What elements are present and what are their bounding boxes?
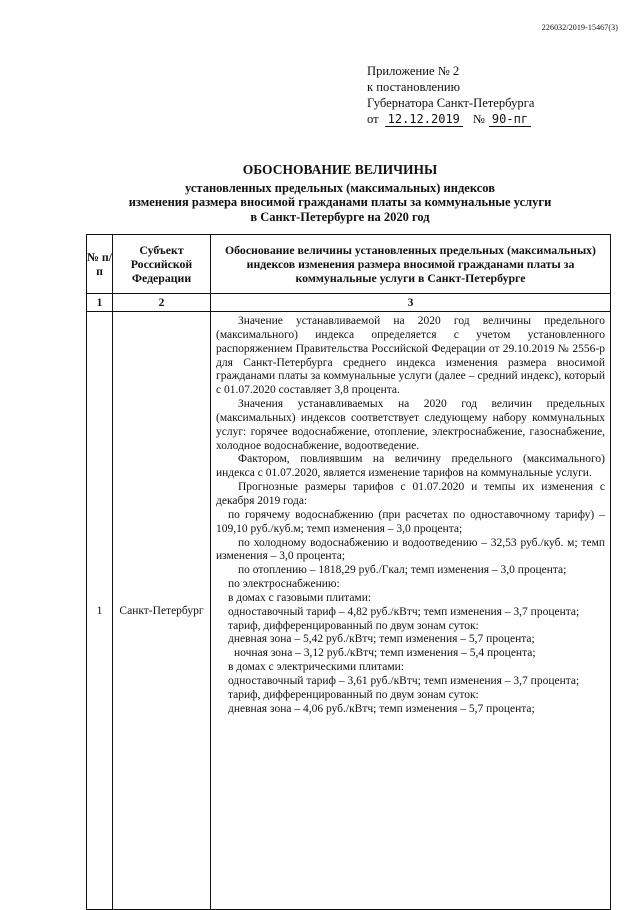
col-number-2: 2 (113, 294, 211, 312)
appendix-date-line (367, 111, 534, 127)
paragraph: Фактором, повлиявшим на величину предельного (максимального) индекса с 01.07.2020, является изменение тарифов на коммунальные услуги. (216, 453, 605, 480)
col-number-1: 1 (87, 294, 113, 312)
paragraph: Прогнозные размеры тарифов с 01.07.2020 и темпы их изменения с декабря 2019 года: (216, 481, 605, 507)
paragraph: Значения устанавливаемых на 2020 год величин предельных (максимальных) индексов соответствует следующему набору коммунальных услуг: горячее водоснабжение, отопление, электроснабжение, газоснабжение, холодное водоснабжение, водоотведение. (216, 398, 605, 452)
paragraph: по горячему водоснабжению (при расчетах по одноставочному тарифу) – 109,10 руб./куб.м; темп изменения – 3,0 процента; (216, 508, 605, 535)
paragraph: тариф, дифференцированный по двум зонам суток: (228, 688, 479, 701)
paragraph: по отоплению – 1818,29 руб./Гкал; темп изменения – 3,0 процента; (238, 564, 567, 577)
paragraph: одноставочный тариф – 3,61 руб./кВтч; темп изменения – 3,7 процента; (228, 674, 580, 687)
paragraph: дневная зона – 5,42 руб./кВтч; темп изменения – 5,7 процента; (228, 633, 535, 646)
title-line-3: изменения размера вносимой гражданами платы за коммунальные услуги (128, 195, 552, 209)
col-number-3: 3 (211, 294, 611, 312)
paragraph: дневная зона – 4,06 руб./кВтч; темп изменения – 5,7 процента; (228, 702, 535, 715)
appendix-block (367, 63, 534, 127)
paragraph: ночная зона – 3,12 руб./кВтч; темп изменения – 5,4 процента; (234, 647, 536, 660)
resolution-number: 90-пг (489, 113, 531, 127)
row-justification (211, 312, 611, 910)
paragraph: одноставочный тариф – 4,82 руб./кВтч; темп изменения – 3,7 процента; (228, 605, 580, 618)
title-line-2: установленных предельных (максимальных) индексов (185, 180, 495, 195)
row-subject: Санкт-Петербург (113, 312, 211, 910)
number-label: № (472, 112, 485, 126)
resolution-date: 12.12.2019 (385, 113, 463, 127)
paragraph: по электроснабжению: (228, 578, 340, 591)
column-number-row (87, 294, 611, 312)
justification-table (86, 234, 611, 910)
paragraph: Значение устанавливаемой на 2020 год величины предельного (максимального) индекса определяется с учетом установленного распоряжением Правительства Российской Федерации от 29.10.2019 № 2556-р для Санкт-Петербурга среднего индекса изменения размера вносимой гражданами платы за коммунальные услуги (далее – средний индекс), который с 01.07.2020 составляет 3,8 процента. (216, 315, 605, 397)
appendix-line-2: к постановлению (367, 80, 461, 94)
table-header-row (87, 235, 611, 294)
paragraph: по холодному водоснабжению и водоотведению – 32,53 руб./куб. м; темп изменения – 3,0 процента; (216, 536, 605, 563)
header-number: № п/п (87, 235, 113, 294)
document-number: 226032/2019-15467(3) (541, 23, 618, 32)
paragraph: в домах с электрическими плитами: (228, 661, 404, 674)
header-justification: Обоснование величины установленных предельных (максимальных) индексов изменения размера вносимой гражданами платы за коммунальные услуги в Санкт-Петербурге (211, 235, 611, 294)
from-label: от (367, 112, 379, 126)
title-line-4: в Санкт-Петербурге на 2020 год (250, 209, 430, 224)
paragraph: в домах с газовыми плитами: (228, 591, 372, 604)
paragraph: тариф, дифференцированный по двум зонам суток: (228, 619, 479, 632)
appendix-line-3: Губернатора Санкт-Петербурга (367, 96, 535, 110)
table-row (87, 312, 611, 910)
appendix-line-1: Приложение № 2 (367, 64, 460, 78)
title-heading: ОБОСНОВАНИЕ ВЕЛИЧИНЫ (242, 162, 438, 177)
row-number: 1 (87, 312, 113, 910)
document-title (60, 163, 620, 224)
header-subject: Субъект Российской Федерации (113, 235, 211, 294)
